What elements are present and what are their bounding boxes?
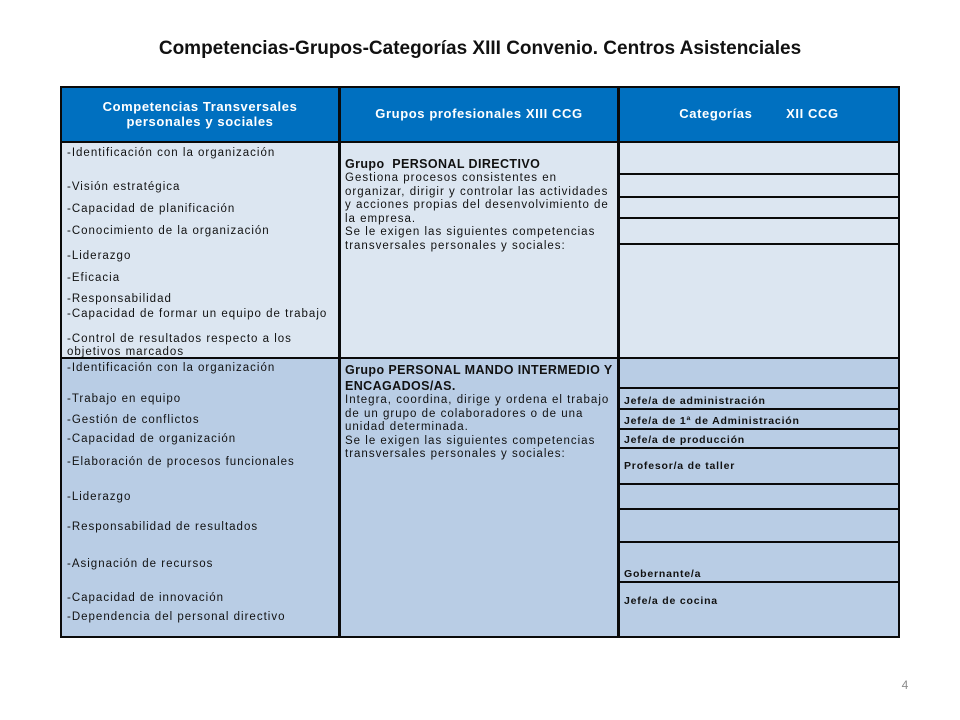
- competencia-item: -Liderazgo: [67, 491, 132, 503]
- competencia-item: -Elaboración de procesos funcionales: [67, 456, 295, 468]
- section2-grupo-cell: [341, 359, 617, 636]
- categoria-cell: Jefe/a de administración: [620, 389, 898, 408]
- group-description: Gestiona procesos consistentes en organizar, dirigir y controlar las actividades y acciones propias del desenvolvimiento de la empresa. Se le exigen las siguientes competencias transversales personales y sociales:: [345, 172, 609, 252]
- competencia-item: -Capacidad de innovación: [67, 592, 224, 604]
- categoria-cell: Profesor/a de taller: [620, 449, 898, 483]
- categoria-cell: Jefe/a de 1ª de Administración: [620, 410, 898, 428]
- categoria-cell: [620, 359, 898, 387]
- section1-competencias-cell: [62, 143, 338, 357]
- categoria-cell: Jefe/a de producción: [620, 430, 898, 447]
- page-number: 4: [901, 678, 909, 692]
- header-categorias: Categorías XII CCG: [620, 88, 898, 141]
- section1-grupo-cell: [341, 143, 617, 357]
- competencia-item: -Trabajo en equipo: [67, 393, 182, 405]
- categoria-cell: [620, 219, 898, 243]
- competencia-item: -Control de resultados respecto a los objetivos marcados: [67, 333, 292, 357]
- competencia-item: -Conocimiento de la organización: [67, 225, 270, 237]
- categoria-cell: Jefe/a de cocina: [620, 583, 898, 636]
- competencia-item: -Responsabilidad de resultados: [67, 521, 259, 533]
- group-title: Grupo PERSONAL MANDO INTERMEDIO Y ENCAGADOS/AS.: [345, 363, 613, 393]
- competencia-item: -Liderazgo: [67, 250, 132, 262]
- competencia-item: -Capacidad de formar un equipo de trabajo: [67, 308, 328, 320]
- categoria-cell: [620, 485, 898, 508]
- competencia-item: -Visión estratégica: [67, 181, 181, 193]
- competencia-item: -Eficacia: [67, 272, 121, 284]
- competencia-item: -Identificación con la organización: [67, 362, 276, 374]
- categoria-cell: [620, 175, 898, 196]
- categoria-cell: [620, 245, 898, 357]
- section2-competencias-cell: [62, 359, 338, 636]
- competencias-table: [60, 86, 900, 638]
- header-grupos: Grupos profesionales XIII CCG: [341, 88, 617, 141]
- group-description: Integra, coordina, dirige y ordena el trabajo de un grupo de colaboradores o de una unidad determinada. Se le exigen las siguientes competencias transversales personales y sociales:: [345, 394, 610, 460]
- competencia-item: -Responsabilidad: [67, 293, 172, 305]
- competencia-item: -Capacidad de planificación: [67, 203, 236, 215]
- competencia-item: -Asignación de recursos: [67, 558, 214, 570]
- group-title: Grupo PERSONAL DIRECTIVO: [345, 157, 541, 171]
- categoria-cell: [620, 198, 898, 217]
- slide-title: Competencias-Grupos-Categorías XIII Convenio. Centros Asistenciales: [158, 38, 802, 59]
- categoria-cell: [620, 510, 898, 541]
- categoria-cell: [620, 143, 898, 173]
- competencia-item: -Capacidad de organización: [67, 433, 237, 445]
- competencia-item: -Gestión de conflictos: [67, 414, 200, 426]
- competencia-item: -Dependencia del personal directivo: [67, 611, 286, 623]
- header-competencias: Competencias Transversales personales y sociales: [62, 88, 338, 141]
- categoria-cell: Gobernante/a: [620, 543, 898, 581]
- competencia-item: -Identificación con la organización: [67, 147, 276, 159]
